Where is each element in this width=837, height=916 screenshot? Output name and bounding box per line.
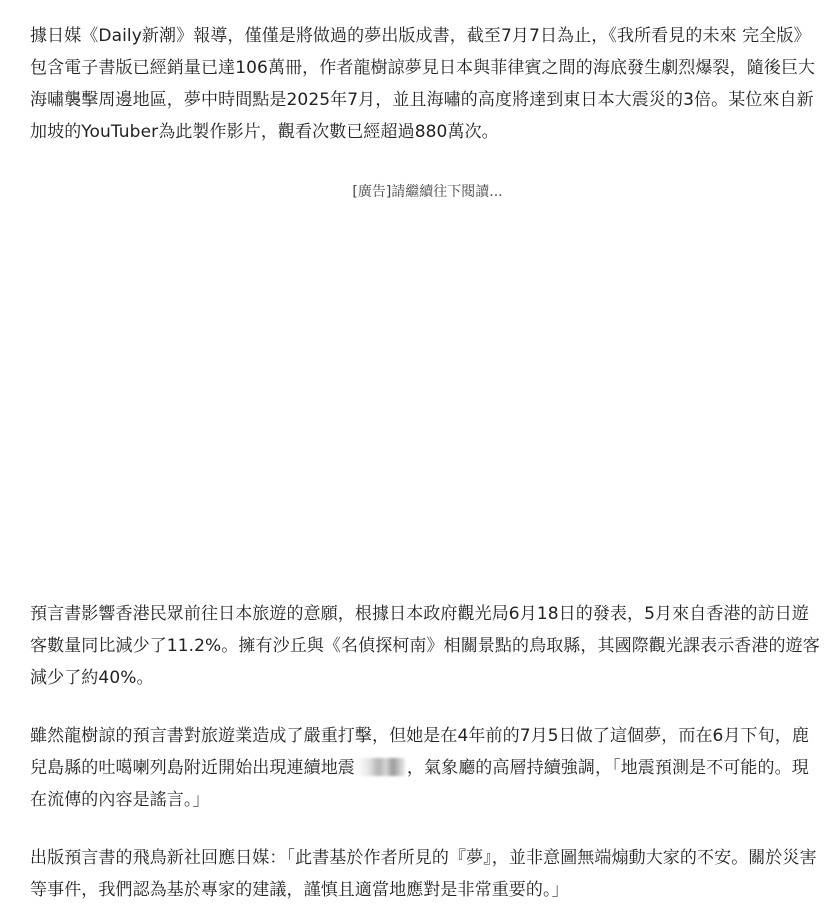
article-paragraph-1: 據日媒《Daily新潮》報導，僅僅是將做過的夢出版成書，截至7月7日為止，《我所看見的未來 完全版》包含電子書版已經銷量已達106萬冊，作者龍樹諒夢見日本與菲律賓之間的海底發生劇烈爆裂，隨後巨大海嘯襲擊周邊地區，夢中時間點是2025年7月，並且海嘯的高度將達到東日本大震災的3倍。某位來自新加坡的YouTuber為此製作影片，觀看次數已經超過880萬次。 [30, 26, 816, 142]
blurred-mark [357, 758, 405, 776]
article-paragraph-4: 出版預言書的飛鳥新社回應日媒：「此書基於作者所見的『夢』，並非意圖無端煽動大家的不安。關於災害等事件，我們認為基於專家的建議，謹慎且適當地應對是非常重要的。」 [30, 848, 817, 900]
ad-slot [30, 215, 825, 585]
article-paragraph-3-part-2: ，氣象廳的高層持續強調，「地震預測是不可能的。現在流傳的內容是謠言。」 [30, 758, 809, 810]
article-paragraph-3-part-1: 雖然龍樹諒的預言書對旅遊業造成了嚴重打擊，但她是在4年前的7月5日做了這個夢，而在6月下旬，鹿兒島縣的吐噶喇列島附近開始出現連續地震 [30, 726, 809, 778]
ad-label: [廣告]請繼續往下閱讀... [352, 184, 503, 200]
article-paragraph-2: 預言書影響香港民眾前往日本旅遊的意願，根據日本政府觀光局6月18日的發表，5月來自香港的訪日遊客數量同比減少了11.2%。擁有沙丘與《名偵探柯南》相關景點的鳥取縣，其國際觀光課表示香港的遊客減少了約40%。 [30, 604, 820, 688]
article-paragraph-3 [30, 720, 825, 816]
